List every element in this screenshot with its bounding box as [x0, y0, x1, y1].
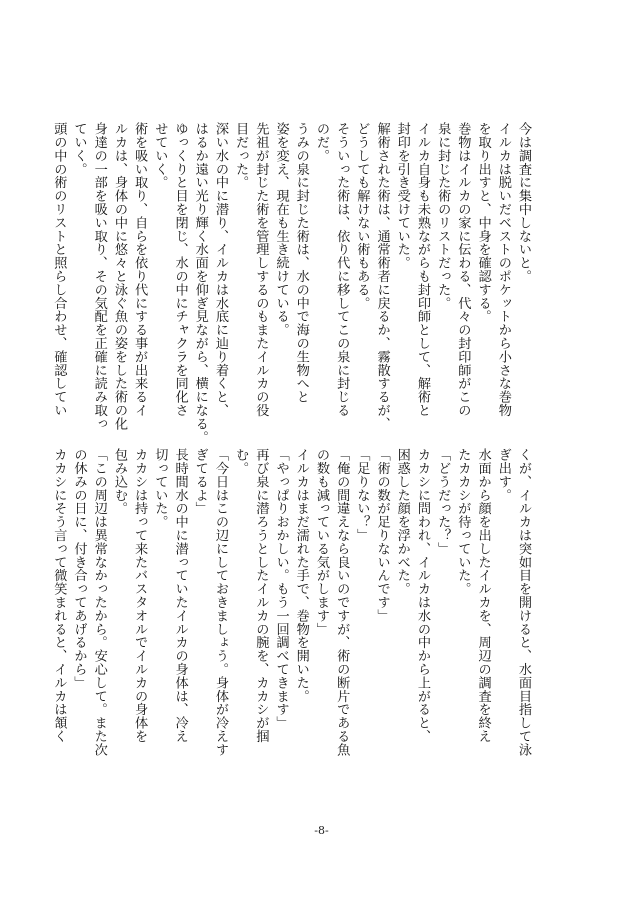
- upper-text-block: 今は調査に集中しないと。 イルカは脱いだベストのポケットから小さな巻物 を取り出すと、中身を確認する。 巻物はイルカの家に伝わる、代々の封印師がこの 泉に封じた術のリストだった。 イルカ自身も未熟ながらも封印師として、解術と 封印を引き受けていた。 解術された術は、通常術者に戻るか、霧散するが、 どうしても解けない術もある。 そういった術は、依り代に移してこの泉に封じる のだ。 うみの泉に封じた術は、水の中で海の生物へと 姿を変え、現在も生き続けている。 先祖が封じた術を管理しするのもまたイルカの役 目だった。 深い水の中に潜り、イルカは水底に辿り着くと、 はるか遠い光り輝く水面を仰ぎ見ながら、横になる。 ゆっくりと目を閉じ、水の中にチャクラを同化さ せていく。 術を吸い取り、自らを依り代にする事が出来るイ ルカは、身体の中に悠々と泳ぐ魚の姿をした術の化 身達の一部を吸い取り、その気配を正確に読み取っ ていく。 頭の中の術のリストと照らし合わせ、確認してい: [51, 122, 531, 444]
- page-number: -8-: [314, 824, 329, 837]
- lower-text-block: くが、イルカは突如目を開けると、水面目指して泳 ぎ出す。 水面から顔を出したイルカを、周辺の調査を終え たカカシが待っていた。 「どうだった？」 カカシに問われ、イルカは水の中から上がると、 困惑した顔を浮かべた。 「術の数が足りないんです」 「足りない？」 「俺の間違えなら良いのですが、術の断片である魚 の数も減っている気がします」 イルカはまだ濡れた手で、巻物を開いた。 「やっぱりおかしい。もう一回調べてきます」 再び泉に潜ろうとしたイルカの腕を、カカシが掴 む。 「今日はこの辺にしておきましょう。身体が冷えす ぎてるよ」 長時間水の中に潜っていたイルカの身体は、冷え 切っていた。 カカシは持って来たバスタオルでイルカの身体を 包み込む。 「この周辺は異常なかったから。安心して。また次 の休みの日に、付き合ってあげるから」 カカシにそう言って微笑まれると、イルカは頷く: [51, 448, 531, 757]
